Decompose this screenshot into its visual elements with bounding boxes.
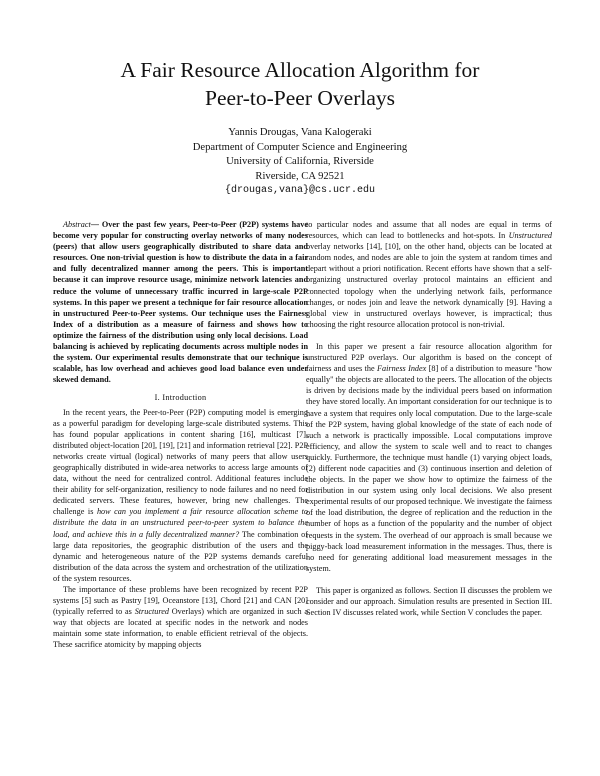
intro-paragraph-5: This paper is organized as follows. Section II discusses the problem we consider and our approach. Simulation results are presented in Section III. Section IV discusses related work, while Section V concludes the paper. (306, 585, 552, 618)
intro-p3-text-a: to particular nodes and assume that all nodes are equal in terms of resources, which can lead to bottlenecks and hot-spots. In (306, 220, 552, 241)
intro-p1-emphasis: how can you implement a fair resource allocation scheme to distribute the data in an unstructured peer-to-peer system to balance the load, and achieve this in a fully decentralized manner? (53, 507, 309, 539)
intro-p2-text-b: Overlays) which are organized in such a way that objects are located at specific nodes in the network and nodes maintain some state information, to enable efficient retrieval of the objects. These sacrifice atomicity by mapping objects (53, 607, 308, 650)
intro-p4-text-a: In this paper we present a fair resource allocation algorithm for unstructured P2P overlays. Our algorithm is based on the concept of fairness and uses the (306, 341, 552, 374)
intro-paragraph-4 (306, 341, 552, 574)
author-department: Department of Computer Science and Engineering (192, 141, 408, 153)
abstract-text: — Over the past few years, Peer-to-Peer (P2P) systems have become very popular for constructing overlay networks of many nodes (peers) that allow users geographically distributed to share data and resources. One non-trivial question is how to distribute the data in a fair and fully decentralized manner among the peers. This is important because it can improve resource usage, minimize network latencies and reduce the volume of unnecessary traffic incurred in large-scale P2P systems. In this paper we present a technique for fair resource allocation in unstructured Peer-to-Peer systems. Our technique uses the Fairness Index of a distribution as a measure of fairness and shows how to optimize the fairness of the distribution using only local decisions. Load balancing is achieved by replicating documents across multiple nodes in the system. Our experimental results demonstrate that our technique is scalable, has low overhead and achieves good load balance even under skewed demand. (53, 220, 308, 385)
intro-p3-text-b: overlay networks [14], [10], on the other hand, objects can be located at random nodes, and nodes are able to join the system at random times and depart without a priori notification. Recent efforts have shown that a self-organizing unstructured overlay protocol maintains an efficient and connected topology when the underlying network fails, performance changes, or nodes join and leave the network dynamically [9]. Having a global view in unstructured overlays however, is impractical; thus choosing the right resource allocation protocol is non-trivial. (306, 242, 552, 329)
title-line-1: A Fair Resource Allocation Algorithm for (120, 58, 480, 82)
intro-p4-emphasis: Fairness Index (377, 364, 427, 374)
right-column (306, 219, 552, 618)
intro-p2-text-a: The importance of these problems have been recognized by recent P2P systems [5] such as Pastry [19], Oceanstore [13], Chord [21] and CAN [20] (typically referred to as (53, 585, 308, 617)
paper-title (0, 56, 600, 112)
author-block (0, 126, 600, 199)
intro-p1-text-b: The combination of large data repositories, the geographic distribution of the users and the dynamic and heterogeneous nature of the P2P systems demands careful distribution of the data across the system and orchestration of the utilization of the system resources. (53, 529, 308, 583)
intro-paragraph-1 (53, 407, 308, 585)
intro-p3-emphasis: Unstructured (508, 231, 552, 241)
author-email: {drougas,vana}@cs.ucr.edu (224, 185, 376, 197)
intro-p2-emphasis: Structured (134, 607, 169, 617)
left-column (53, 219, 308, 651)
abstract (53, 219, 308, 385)
intro-paragraph-3 (306, 219, 552, 330)
abstract-label: Abstract (63, 220, 91, 229)
intro-paragraph-2 (53, 584, 308, 651)
title-line-2: Peer-to-Peer Overlays (204, 86, 395, 110)
section-heading-introduction: I. Introduction (154, 393, 207, 403)
author-names: Yannis Drougas, Vana Kalogeraki (228, 127, 372, 138)
intro-p1-text-a: In the recent years, the Peer-to-Peer (P2P) computing model is emerging as a powerful paradigm for developing large-scale distributed systems. This has found popular applications in content sharing [16], multicast [7], distributed object-location [20], [19], [21] and information retrieval [22]. P2P networks create virtual (logical) networks of many peers that allow users geographically distributed in wide-area networks to access large amounts of data, without the need for centralized control. Additional features include their ability for self-organization, resiliency to node failures and no need for dedicated servers. These features, however, bring new challenges. The challenge is (53, 407, 308, 517)
author-city: Riverside, CA 92521 (255, 170, 345, 182)
author-university: University of California, Riverside (226, 156, 374, 168)
intro-p4-text-b: [8] of a distribution to measure "how equally" the objects are allocated to the peers. The allocation of the objects is driven by decisions made by the individual peers based on information they have stored locally. An important consideration for our technique is to have a system that requires only local computation. Due to the large-scale of the P2P system, having global knowledge of the state of each node of such a network is practically impossible. Local computations improve efficiency, and allow the system to scale well and to react to changes quickly. Furthermore, the technique must handle (1) varying object loads, (2) different node capacities and (3) continuous insertion and deletion of the objects. In the paper we show how to optimize the fairness of the distribution in our system using only local decisions. We also present experimental results of our proposed technique. We investigate the fairness of the load distribution, the degree of replication and the reduction in the number of hops as a function of the popularity and the number of object requests in the system. The overhead of our approach is small because we piggy-back load measurement information in the messages. Thus, there is no need for generating additional load measurement messages in the system. (306, 364, 552, 573)
